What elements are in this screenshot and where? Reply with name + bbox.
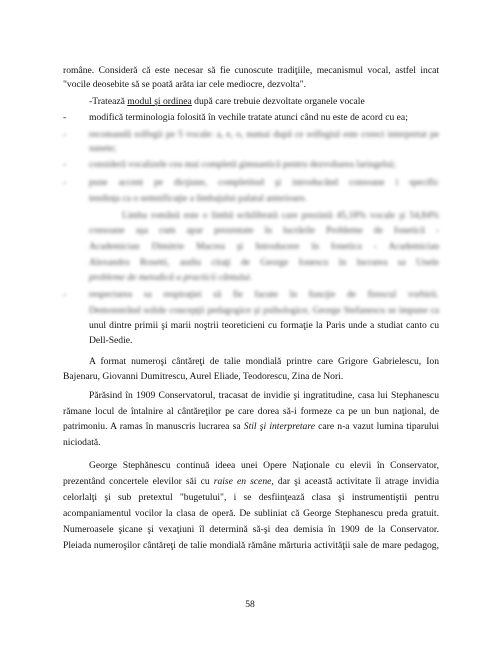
list-item: modifică terminologia folosită în vechile tratate atunci când nu este de acord cu ea; [89,112,408,123]
text-line: Numeroasele şicane şi vexaţiuni îl determină să-şi dea demisia în 1909 de la Conservator. [63,524,439,535]
text-fragment: patrimoniu. A ramas în manuscris lucrarea sa [63,421,244,432]
blurred-line: recomandă solfegii pe 5 vocale: a, e, o, numai după ce solfegiul este corect interpretat pe [89,129,439,140]
text-line: acompaniamentul vocilor la clasa de operă. De subliniat că George Stephanescu preda gratuit. [63,508,439,519]
text-line: celorlalţi şi sub pretextul "bugetului", i se desfiinţează clasa şi instrumentiştii pentru [63,492,439,503]
bullet-marker: - [63,129,67,140]
blurred-line: sunete; [89,143,117,154]
text-line: Bajenaru, Giovanni Dumitrescu, Aurel Eliade, Teodorescu, Zina de Nori. [63,371,344,382]
bullet-marker: - [63,112,67,123]
text-line-trateaza [89,96,439,108]
text-line: Dell-Sedie. [89,335,133,346]
text-line: niciodată. [63,437,101,448]
text-line: rămane locul de întalnire al cântăreţilor pe care dorea să-i formeze ca pe un bun naţional, de [63,406,439,417]
blurred-line: consideră vocalizele cea mai completă gimnastică pentru dezvoltarea laringelui; [89,159,396,170]
text-line: "vocile deosebite să se poată arăta iar cele mediocre, dezvolta". [63,79,307,90]
blurred-line: Alexandru Rosetti, audiu citaţi de George Ionescu în lucrarea sa Unele [89,257,439,268]
blurred-line: tendinţa ca o semnificaţie a limbajului palatal anterioare. [89,193,307,204]
text-fragment: -Tratează [89,96,128,107]
blurred-line: Limba română este o limbă echilibrată care prezintă 45,18% vocale şi 54,84% [122,210,439,221]
blurred-line: pune accent pe dicţiune, completitud şi introducând consoane i specific [89,177,439,188]
italic-phrase: raise en scene [213,476,272,487]
text-fragment: , dar şi această activitate îi atrage invidia [271,476,439,487]
blurred-line: probleme de metodică a practicii cântului. [89,272,253,283]
bullet-marker: - [63,159,67,170]
text-line-with-italic [63,421,439,433]
text-fragment: prezentând concertele elevilor săi cu [63,476,214,487]
text-line-with-italic [63,476,439,488]
bullet-marker: - [63,177,67,188]
bullet-marker: - [63,289,67,300]
blurred-line: consoane aşa cum apar prezentate în lucrările Probleme de fonetică - [89,225,439,236]
blurred-line: respectarea sa respiraţiei să fie facute în funcţie de firescul vorbirii. [89,289,439,300]
italic-title: Stil şi interpretare [243,421,315,432]
text-line: române. Consideră că este necesar să fie cunoscute tradiţiile, mecanismul vocal, astfel incat [63,65,439,76]
blurred-line: Demonstrând solide concepţii pedagogice şi psihologice, George Stefanescu se impune ca [89,305,439,316]
page-number: 58 [245,599,255,610]
text-fragment: după care trebuie dezvoltate organele vocale [191,96,365,107]
text-line: George Stephănescu continuă ideea unei Opere Naţionale cu elevii în Conservator, [89,460,439,471]
text-fragment: care n-a vazut lumina tiparului [314,421,439,432]
text-line: Părăsind în 1909 Conservatorul, tracasat de invidie şi ingratitudine, casa lui Stephanescu [89,390,439,401]
text-line: A format numeroşi cântăreţi de talie mondială printre care Grigore Gabrielescu, Ion [89,356,439,367]
text-line: Pleiada numeroşilor cântăreţi de talie mondială rămâne mărturia activităţii sale de mare pedagog, [63,540,439,551]
blurred-line: Academician Dimitrie Macrea şi Introducere în fonetica - Academician [89,241,439,252]
underlined-text: modul şi ordinea [127,96,192,107]
text-line: unul dintre primii şi marii noştrii teoreticieni cu formaţie la Paris unde a studiat canto cu [89,320,439,331]
